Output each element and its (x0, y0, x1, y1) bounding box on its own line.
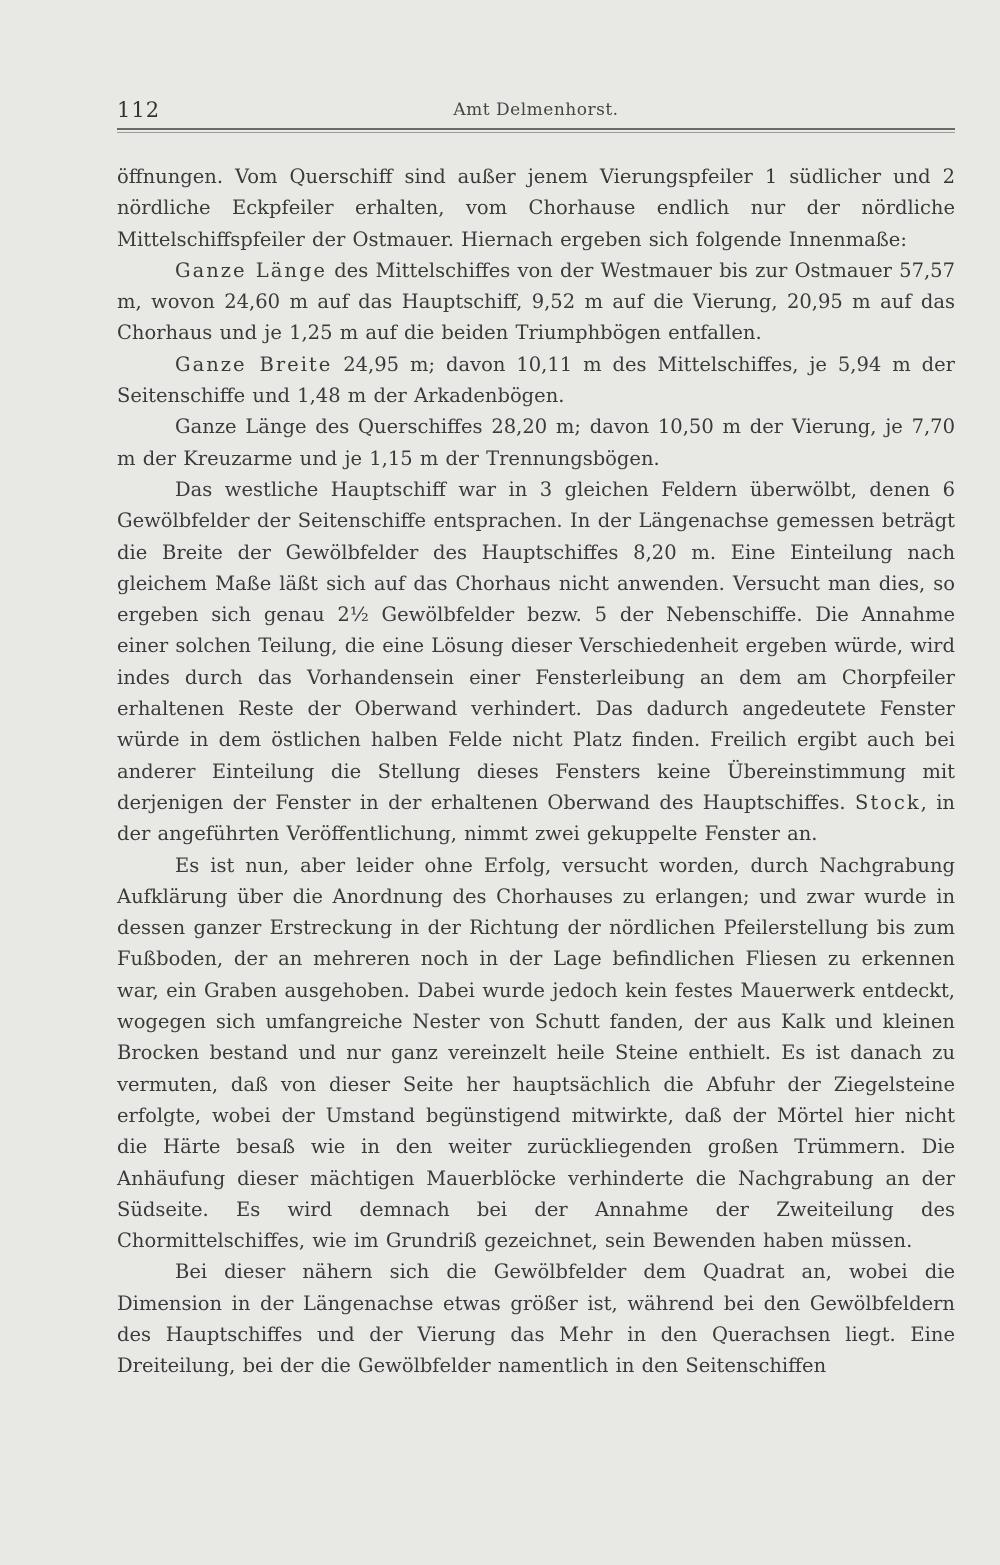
text-segment: Bei dieser nähern sich die Gewölbfelder dem Quadrat an, wobei die Dimension in der Längenachse etwas größer ist, während bei den Gewölbfeldern des Hauptschiffes und der Vierung das Mehr in den Querachsen liegt. Eine Dreiteilung, bei der die Gewölbfelder namentlich in den Seitenschiffen (117, 1260, 955, 1378)
paragraph (117, 255, 955, 349)
paragraph (117, 850, 955, 1257)
text-segment: öffnungen. Vom Querschiff sind außer jenem Vierungspfeiler 1 südlicher und 2 nördliche Eckpfeiler erhalten, vom Chorhause endlich nur der nördliche Mittelschiffspfeiler der Ostmauer. Hiernach ergeben sich folgende Innenmaße: (117, 165, 955, 251)
page-number: 112 (117, 98, 161, 122)
paragraph (117, 411, 955, 474)
paragraph (117, 349, 955, 412)
spaced-emphasis: Stock (854, 790, 921, 814)
header-rule (117, 128, 955, 130)
paragraph (117, 474, 955, 850)
text-segment: Es ist nun, aber leider ohne Erfolg, versucht worden, durch Nachgrabung Aufklärung über die Anordnung des Chorhauses zu erlangen; und zwar wurde in dessen ganzer Erstreckung in der Richtung der nördlichen Pfeilerstellung bis zum Fußboden, der an mehreren noch in der Lage befindlichen Fliesen zu erkennen war, ein Graben ausgehoben. Dabei wurde jedoch kein festes Mauerwerk entdeckt, wogegen sich umfangreiche Nester von Schutt fanden, der aus Kalk und kleinen Brocken bestand und nur ganz vereinzelt heile Steine enthielt. Es ist danach zu vermuten, daß von dieser Seite her hauptsächlich die Abfuhr der Ziegelsteine erfolgte, wobei der Umstand begünstigend mitwirkte, daß der Mörtel hier nicht die Härte besaß wie in den weiter zurückliegenden großen Trümmern. Die Anhäufung dieser mächtigen Mauerblöcke verhinderte die Nachgrabung an der Südseite. Es wird demnach bei der Annahme der Zweiteilung des Chormittelschiffes, wie im Grundriß gezeichnet, sein Bewenden haben müssen. (117, 853, 955, 1253)
text-segment: des Mittelschiffes von der Westmauer bis zur Ostmauer 57,57 m, wovon 24,60 m auf das Hauptschiff, 9,52 m auf die Vierung, 20,95 m auf das Chorhaus und je 1,25 m auf die beiden Triumphbögen entfallen. (117, 258, 955, 345)
spaced-emphasis: Ganze Länge (175, 258, 327, 282)
page-header (117, 98, 955, 128)
paragraph (117, 161, 955, 255)
text-segment: Das westliche Hauptschiff war in 3 gleichen Feldern überwölbt, denen 6 Gewölbfelder der Seitenschiffe entsprachen. In der Längenachse gemessen beträgt die Breite der Gewölbfelder des Hauptschiffes 8,20 m. Eine Einteilung nach gleichem Maße läßt sich auf das Chorhaus nicht anwenden. Versucht man dies, so ergeben sich genau 2½ Gewölbfelder bezw. 5 der Nebenschiffe. Die Annahme einer solchen Teilung, die eine Lösung dieser Verschiedenheit ergeben würde, wird indes durch das Vorhandensein einer Fensterleibung an dem am Chorpfeiler erhaltenen Reste der Oberwand verhindert. Das dadurch angedeutete Fenster würde in dem östlichen halben Felde nicht Platz finden. Freilich ergibt auch bei anderer Einteilung die Stellung dieses Fensters keine Übereinstimmung mit derjenigen der Fenster in der erhaltenen Oberwand des Hauptschiffes. (117, 477, 955, 814)
body-text (117, 161, 955, 1382)
text-segment: 24,95 m; davon 10,11 m des Mittelschiffes, je 5,94 m der Seitenschiffe und 1,48 m der Arkadenbögen. (117, 352, 955, 408)
header-rule-thin (117, 132, 955, 133)
text-segment: , in der angeführten Veröffentlichung, nimmt zwei gekuppelte Fenster an. (117, 790, 955, 846)
paragraph (117, 1256, 955, 1381)
running-title: Amt Delmenhorst. (453, 100, 619, 120)
spaced-emphasis: Ganze Breite (175, 352, 333, 376)
text-segment: Ganze Länge des Querschiffes 28,20 m; davon 10,50 m der Vierung, je 7,70 m der Kreuzarme und je 1,15 m der Trennungsbögen. (117, 415, 955, 470)
